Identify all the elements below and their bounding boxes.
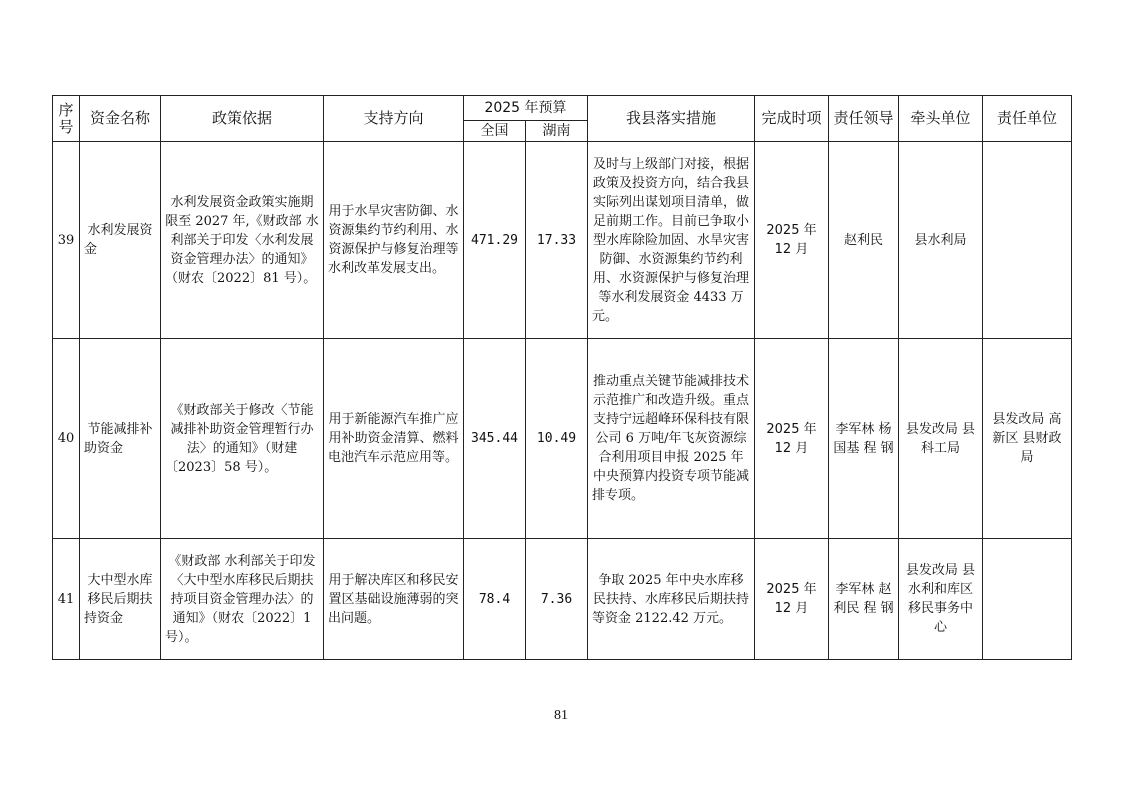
cell-completion-time: 2025 年 12 月 [755,339,829,539]
header-national: 全国 [464,121,526,142]
header-county-measures: 我县落实措施 [588,96,755,142]
cell-county-measures: 及时与上级部门对接，根据政策及投资方向，结合我县实际列出谋划项目清单，做足前期工作。目前已争取小型水库除险加固、水旱灾害防御、水资源集约节约利用、水资源保护与修复治理等水利发展资金 4433 万元。 [588,142,755,339]
header-lead-unit: 牵头单位 [899,96,983,142]
cell-national: 471.29 [464,142,526,339]
cell-responsible-unit [983,539,1072,660]
cell-completion-time: 2025 年 12 月 [755,142,829,339]
header-budget-2025: 2025 年预算 [464,96,588,121]
cell-lead-unit: 县发改局 县水利和库区移民事务中心 [899,539,983,660]
cell-support-direction: 用于解决库区和移民安置区基础设施薄弱的突出问题。 [324,539,464,660]
cell-county-measures: 争取 2025 年中央水库移民扶持、水库移民后期扶持等资金 2122.42 万元。 [588,539,755,660]
table-header [53,96,1072,142]
table-row [53,539,1072,660]
cell-leader: 李军林 杨国基 程 钢 [829,339,899,539]
header-responsible-leader: 责任领导 [829,96,899,142]
cell-responsible-unit [983,142,1072,339]
header-seq: 序号 [53,96,80,142]
cell-hunan: 10.49 [526,339,588,539]
cell-support-direction: 用于水旱灾害防御、水资源集约节约利用、水资源保护与修复治理等水利改革发展支出。 [324,142,464,339]
cell-seq: 41 [53,539,80,660]
header-responsible-unit: 责任单位 [983,96,1072,142]
cell-national: 345.44 [464,339,526,539]
cell-fund-name: 水利发展资金 [80,142,161,339]
cell-seq: 40 [53,339,80,539]
cell-fund-name: 节能减排补助资金 [80,339,161,539]
cell-lead-unit: 县水利局 [899,142,983,339]
cell-policy-basis: 《财政部关于修改〈节能减排补助资金管理暂行办法〉的通知》（财建〔2023〕58 号）。 [161,339,324,539]
header-hunan: 湖南 [526,121,588,142]
cell-lead-unit: 县发改局 县科工局 [899,339,983,539]
cell-policy-basis: 《财政部 水利部关于印发〈大中型水库移民后期扶持项目资金管理办法〉的通知》（财农〔2022〕1 号）。 [161,539,324,660]
header-fund-name: 资金名称 [80,96,161,142]
cell-hunan: 7.36 [526,539,588,660]
cell-leader: 赵利民 [829,142,899,339]
header-completion-time: 完成时项 [755,96,829,142]
cell-support-direction: 用于新能源汽车推广应用补助资金清算、燃料电池汽车示范应用等。 [324,339,464,539]
page-number: 81 [554,708,568,723]
cell-policy-basis: 水利发展资金政策实施期限至 2027 年,《财政部 水利部关于印发〈水利发展资金管理办法〉的通知》（财农〔2022〕81 号）。 [161,142,324,339]
cell-county-measures: 推动重点关键节能减排技术示范推广和改造升级。重点支持宁远超峰环保科技有限公司 6 万吨/年飞灰资源综合利用项目申报 2025 年中央预算内投资专项节能减排专项。 [588,339,755,539]
cell-fund-name: 大中型水库移民后期扶持资金 [80,539,161,660]
table-row [53,142,1072,339]
cell-seq: 39 [53,142,80,339]
cell-responsible-unit: 县发改局 高新区 县财政局 [983,339,1072,539]
cell-leader: 李军林 赵利民 程 钢 [829,539,899,660]
cell-hunan: 17.33 [526,142,588,339]
fund-table [52,95,1072,660]
header-support-direction: 支持方向 [324,96,464,142]
header-policy-basis: 政策依据 [161,96,324,142]
table-row [53,339,1072,539]
cell-completion-time: 2025 年 12 月 [755,539,829,660]
cell-national: 78.4 [464,539,526,660]
